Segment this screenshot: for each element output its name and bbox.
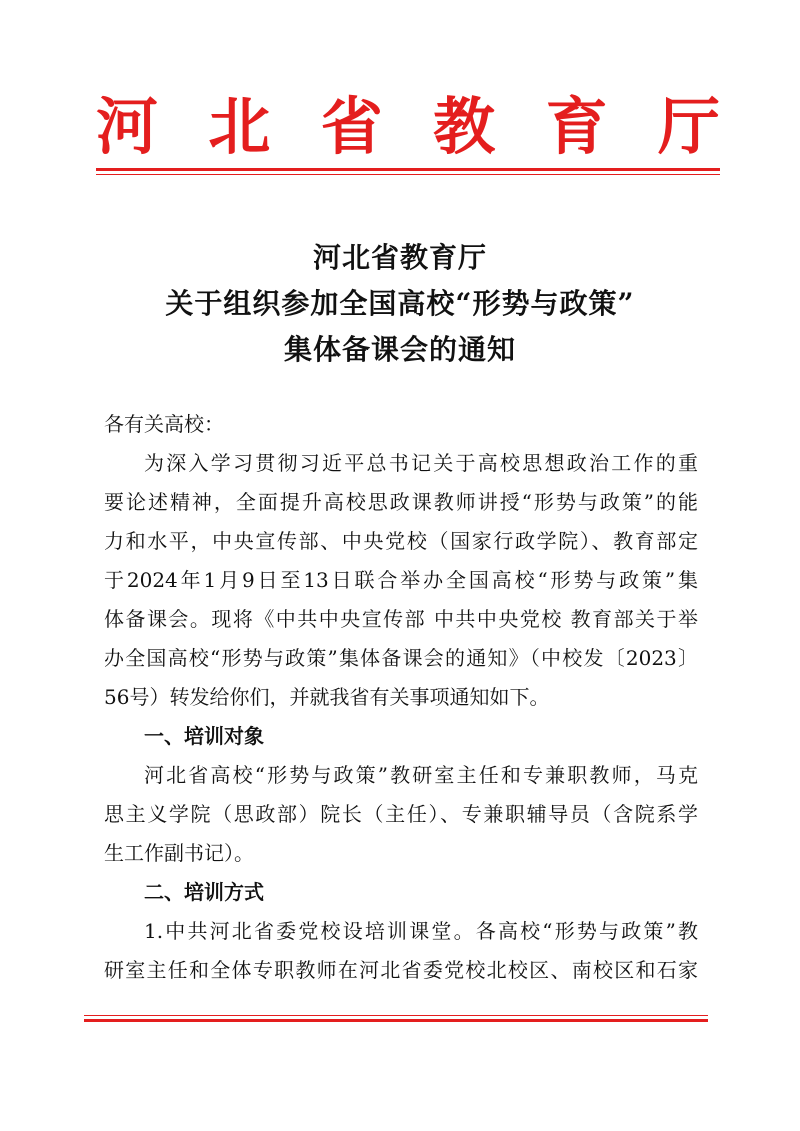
section-heading-training-method: 二、培训方式 bbox=[144, 880, 264, 904]
document-title-line-3: 集体备课会的通知 bbox=[283, 333, 516, 366]
paragraph-line: 河北省高校“形势与政策”教研室主任和专兼职教师，马克 bbox=[144, 763, 698, 787]
paragraph-line: 为深入学习贯彻习近平总书记关于高校思想政治工作的重 bbox=[144, 451, 698, 475]
masthead-char: 育 bbox=[545, 90, 608, 163]
issuer-masthead bbox=[96, 92, 720, 162]
masthead-char: 教 bbox=[433, 90, 496, 163]
section-heading-training-targets: 一、培训对象 bbox=[144, 724, 264, 748]
paragraph-line: 体备课会。现将《中共中央宣传部 中共中央党校 教育部关于举 bbox=[104, 607, 698, 631]
header-red-rule-thin bbox=[96, 174, 720, 175]
header-red-rule-thick bbox=[96, 168, 720, 171]
footer-red-rule-thin bbox=[84, 1015, 708, 1016]
masthead-char: 河 bbox=[96, 90, 159, 163]
document-title-line-1: 河北省教育厅 bbox=[312, 241, 487, 274]
paragraph-line: 思主义学院（思政部）院长（主任）、专兼职辅导员（含院系学 bbox=[104, 802, 698, 826]
masthead-char: 北 bbox=[208, 90, 271, 163]
masthead-char: 厅 bbox=[657, 90, 720, 163]
salutation: 各有关高校： bbox=[104, 412, 224, 436]
paragraph-line: 要论述精神，全面提升高校思政课教师讲授“形势与政策”的能 bbox=[104, 490, 698, 514]
paragraph-line: 力和水平，中央宣传部、中央党校（国家行政学院）、教育部定 bbox=[104, 529, 698, 553]
document-title-line-2: 关于组织参加全国高校“形势与政策” bbox=[165, 287, 635, 320]
paragraph-line: 研室主任和全体专职教师在河北省委党校北校区、南校区和石家 bbox=[104, 958, 698, 982]
paragraph-line: 56号）转发给你们，并就我省有关事项通知如下。 bbox=[104, 685, 550, 709]
footer-red-rule-thick bbox=[84, 1019, 708, 1022]
masthead-char: 省 bbox=[320, 90, 383, 163]
paragraph-line: 于2024年1月9日至13日联合举办全国高校“形势与政策”集 bbox=[104, 568, 698, 592]
paragraph-line: 1.中共河北省委党校设培训课堂。各高校“形势与政策”教 bbox=[144, 919, 698, 943]
paragraph-line: 生工作副书记）。 bbox=[104, 841, 254, 865]
paragraph-line: 办全国高校“形势与政策”集体备课会的通知》（中校发〔2023〕 bbox=[104, 646, 698, 670]
